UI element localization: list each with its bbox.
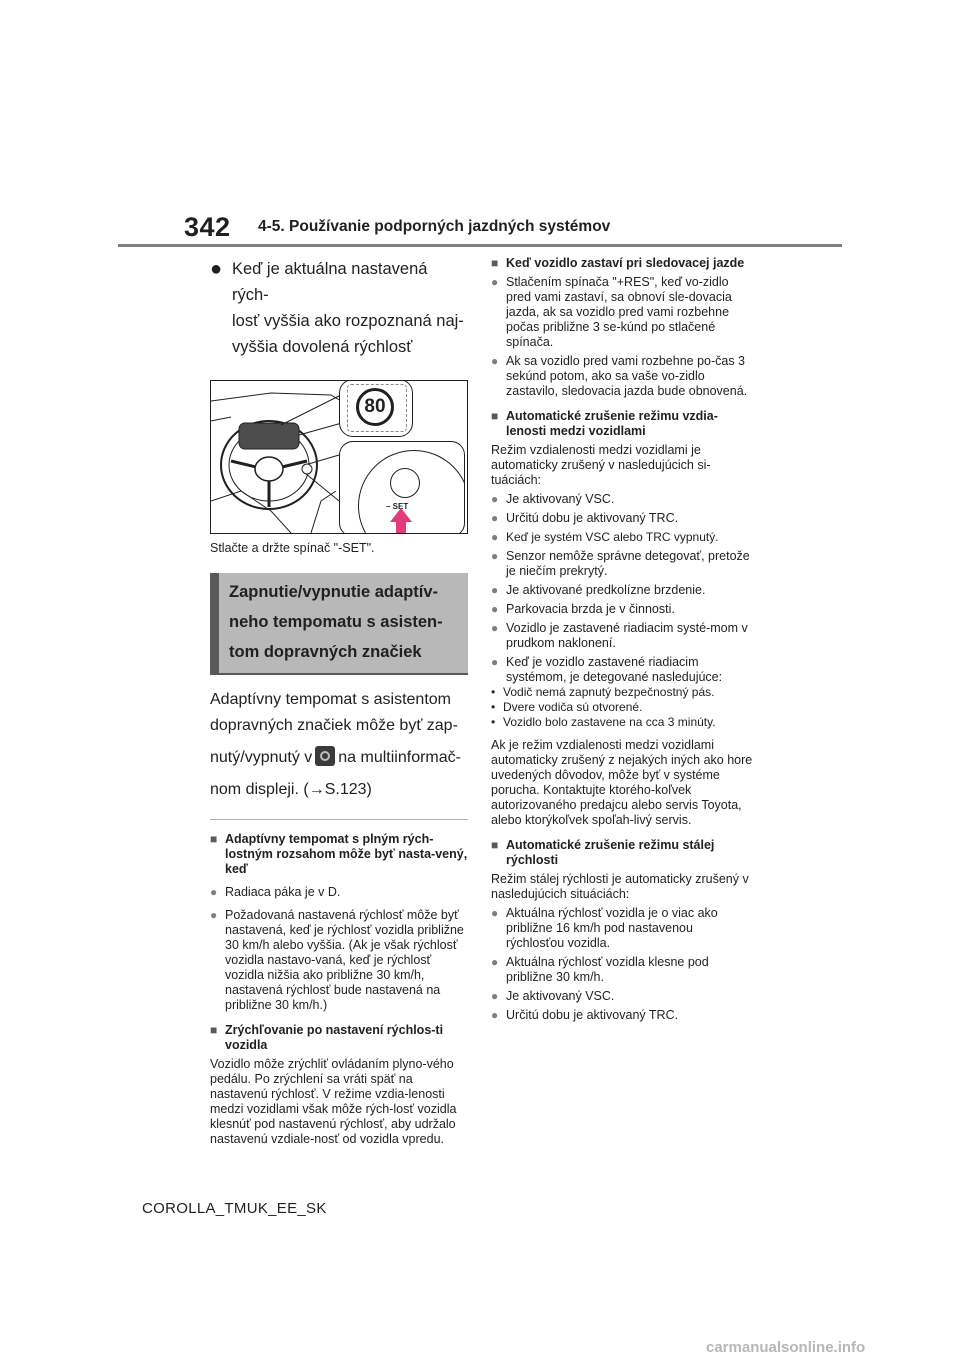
circle-bullet-icon: ● — [491, 275, 499, 289]
circle-bullet-icon: ● — [491, 1008, 499, 1022]
circle-bullet-icon: ● — [491, 906, 499, 920]
toggle-paragraph — [210, 687, 468, 803]
steering-wheel-illustration — [210, 380, 468, 534]
circle-bullet-icon: ● — [491, 492, 499, 506]
circle-bullet-icon: ● — [210, 908, 218, 922]
circle-bullet-icon: ● — [491, 583, 499, 597]
paragraph-divider — [210, 819, 468, 820]
circle-bullet-icon: ● — [210, 885, 218, 899]
circle-bullet-icon: ● — [491, 549, 499, 563]
para-line-1: Adaptívny tempomat s asistentom — [210, 691, 451, 708]
dash-item: • Vodič nemá zapnutý bezpečnostný pás. — [491, 685, 715, 699]
switch-callout — [339, 441, 465, 534]
para-line-3-pre: nutý/vypnutý v — [210, 749, 313, 766]
list-item: ● Je aktivovaný VSC. — [491, 492, 615, 506]
list-item: ● Určitú dobu je aktivovaný TRC. — [491, 511, 679, 525]
distance-cancel-body: Režim vzdialenosti medzi vozidlami je automaticky zrušený v nasledujúcich si-tuáciách: — [491, 443, 711, 487]
list-item: ● Je aktivované predkolízne brzdenie. — [491, 583, 706, 597]
dash-item: • Vozidlo bolo zastavene na cca 3 minúty. — [491, 715, 716, 729]
page-number: 342 — [184, 212, 231, 242]
circle-bullet-icon: ● — [491, 621, 499, 635]
circle-bullet-icon: ● — [491, 354, 499, 368]
subsection-full-speed — [210, 832, 468, 877]
sign-callout — [339, 380, 413, 437]
box-title-line-2: neho tempomatu s asisten- — [229, 613, 443, 631]
list-item: ● Senzor nemôže správne detegovať, pretože je niečím prekrytý. — [491, 549, 750, 578]
recognition-frame — [347, 384, 407, 432]
circle-bullet-icon: ● — [491, 511, 499, 525]
subsection-title: Keď vozidlo zastaví pri sledovacej jazde — [506, 256, 745, 270]
header-rule — [118, 244, 842, 247]
square-bullet-icon: ■ — [210, 832, 218, 846]
intro-line-3: vyššia dovolená rýchlosť — [232, 338, 413, 356]
list-item: ● Vozidlo je zastavené riadiacim systé-mom v prudkom naklonení. — [491, 621, 748, 650]
list-item: ● Aktuálna rýchlosť vozidla je o viac ako približne 16 km/h pod nastavenou rýchlosťou vozidla. — [491, 906, 718, 950]
box-underline — [210, 673, 468, 675]
square-bullet-icon: ■ — [491, 409, 499, 423]
intro-line-1: Keď je aktuálna nastavená rých- — [232, 260, 428, 304]
bullet-dot-icon: ● — [210, 258, 223, 280]
square-bullet-icon: ■ — [491, 838, 499, 852]
square-bullet-icon: ■ — [210, 1023, 218, 1037]
box-title-line-1: Zapnutie/vypnutie adaptív- — [229, 583, 439, 601]
footer-model: COROLLA_TMUK_EE_SK — [142, 1200, 327, 1217]
list-item: ● Požadovaná nastavená rýchlosť môže byť nastavená, keď je rýchlosť vozidla približne 30 km/h alebo vyššia. (Ak je však rýchlosť vozidla nastavo-vaná, keď je rýchlosť vozidla nižšia ako približne 30 km/h, nastavená rýchlosť bude nastavená na približne 30 km/h.) — [210, 908, 464, 1012]
subsection-title: Automatické zrušenie režimu vzdia-lenosti medzi vozidlami — [506, 409, 718, 438]
para-line-3 — [210, 745, 468, 771]
subsection-constant-cancel — [491, 838, 753, 868]
subsection-acceleration — [210, 1023, 468, 1053]
list-item: ● Radiaca páka je v D. — [210, 885, 341, 899]
press-arrow-stem — [396, 522, 406, 534]
circle-bullet-icon: ● — [491, 602, 499, 616]
set-button-label: – SET — [386, 502, 409, 511]
subsection-stop-follow — [491, 256, 753, 271]
para-line-3-post: na multiinformač- — [338, 749, 461, 766]
subsection-distance-cancel — [491, 409, 753, 439]
watermark: carmanualsonline.info — [706, 1339, 866, 1356]
section-title: 4-5. Používanie podporných jazdných systémov — [258, 218, 611, 235]
para-line-4: nom displeji. (→S.123) — [210, 781, 372, 798]
figure-caption: Stlačte a držte spínač "-SET". — [210, 541, 375, 555]
right-column — [491, 256, 753, 1023]
circle-bullet-icon: ● — [491, 989, 499, 1003]
circle-bullet-icon: ● — [491, 530, 499, 544]
list-item: ● Je aktivovaný VSC. — [491, 989, 615, 1003]
circle-bullet-icon: ● — [491, 955, 499, 969]
list-item: ● Určitú dobu je aktivovaný TRC. — [491, 1008, 679, 1022]
intro-line-2: losť vyššia ako rozpoznaná naj- — [232, 312, 464, 330]
subsection-title: Zrýchľovanie po nastavení rýchlos-ti vozidla — [225, 1023, 444, 1052]
subsection-title: Automatické zrušenie režimu stálej rýchlosti — [506, 838, 715, 867]
center-button — [390, 468, 420, 498]
list-item: ● Parkovacia brzda je v činnosti. — [491, 602, 675, 616]
constant-cancel-body: Režim stálej rýchlosti je automaticky zrušený v nasledujúcich situáciách: — [491, 872, 749, 901]
speed-sign-icon: 80 — [356, 388, 394, 426]
list-item: ● Stlačením spínača "+RES", keď vo-zidlo pred vami zastaví, sa obnoví sle-dovacia jazda, ak sa vozidlo pred vami rozbehne počas približne 3 se-kúnd po stlačené spínača. — [491, 275, 732, 349]
dash-item: • Dvere vodiča sú otvorené. — [491, 700, 643, 714]
square-bullet-icon: ■ — [491, 256, 499, 270]
subsection-title: Adaptívny tempomat s plným rých-lostným rozsahom môže byť nasta-vený, keď — [225, 832, 468, 876]
box-title-line-3: tom dopravných značiek — [229, 643, 422, 661]
circle-bullet-icon: ● — [491, 655, 499, 669]
distance-cancel-note: Ak je režim vzdialenosti medzi vozidlami automaticky zrušený z nejakých iných ako hore uvedených dôvodov, môže byť v systéme porucha. Kontaktujte ktorého-koľvek autorizovaného predajcu alebo servis Toyota, alebo ktorýkoľvek spoľah-livý servis. — [491, 738, 753, 827]
press-arrow-icon — [390, 508, 412, 522]
left-column — [210, 256, 468, 1147]
list-item: ● Ak sa vozidlo pred vami rozbehne po-čas 3 sekúnd potom, ako sa vaše vo-zidlo zastavilo, sledovacia jazda bude obnovená. — [491, 354, 748, 398]
acceleration-body: Vozidlo môže zrýchliť ovládaním plyno-vého pedálu. Po zrýchlení sa vráti späť na nastavenú rýchlosť. V režime vzdia-lenosti medzi vozidlami však môže rých-losť vozidla klesnúť pod nastavenú rýchlosť, aby udržalo nastavenú vzdiale-nosť od vozidla vpredu. — [210, 1057, 457, 1146]
para-line-2: dopravných značiek môže byť zap- — [210, 717, 458, 734]
section-box-title — [210, 573, 468, 673]
intro-bullet — [210, 256, 468, 360]
list-item: ● Keď je systém VSC alebo TRC vypnutý. — [491, 530, 719, 544]
settings-icon — [315, 746, 335, 766]
list-item: ● Aktuálna rýchlosť vozidla klesne pod približne 30 km/h. — [491, 955, 709, 984]
list-item: ● Keď je vozidlo zastavené riadiacim systémom, je detegované nasledujúce: — [491, 655, 723, 684]
